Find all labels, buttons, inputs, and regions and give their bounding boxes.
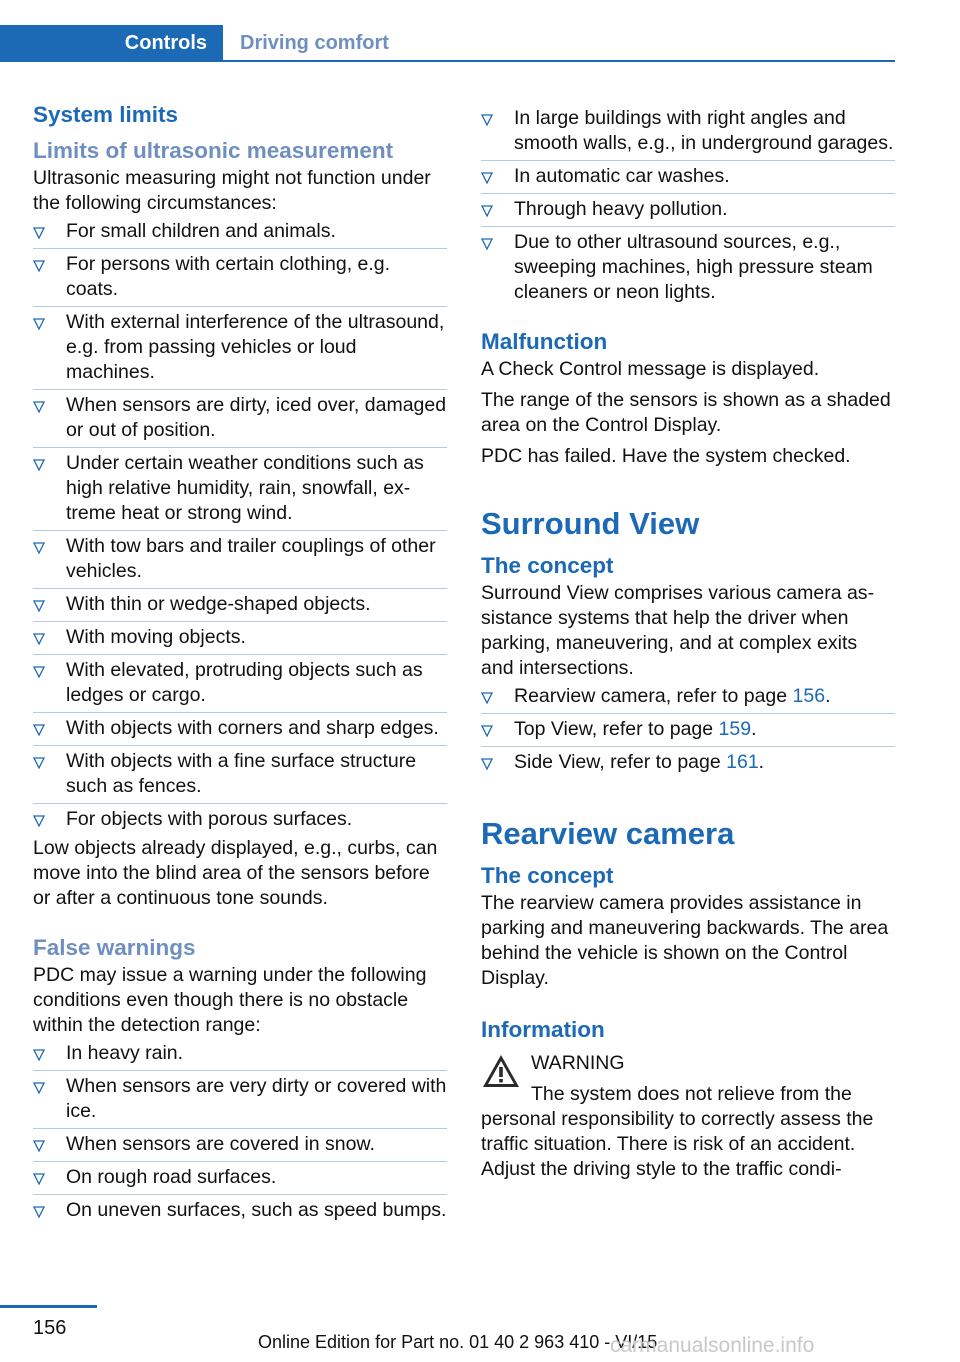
list-item: When sensors are covered in snow. — [33, 1129, 447, 1162]
list-item: In heavy rain. — [33, 1038, 447, 1071]
left-column — [33, 100, 447, 1227]
ultrasonic-intro: Ultrasonic measuring might not function under the following circumstances: — [33, 167, 431, 214]
list-item: For objects with porous surfaces. — [33, 804, 447, 836]
triangle-bullet-icon — [33, 633, 45, 645]
triangle-bullet-icon — [33, 227, 45, 239]
warning-triangle-icon — [481, 1053, 521, 1089]
triangle-bullet-icon — [481, 758, 493, 770]
heading-surround-view: Surround View — [481, 506, 700, 541]
triangle-bullet-icon — [33, 666, 45, 678]
malfunction-text-3: PDC has failed. Have the system checked. — [481, 445, 851, 467]
list-item: For persons with certain clothing, e.g. coats. — [33, 249, 447, 307]
triangle-bullet-icon — [33, 1140, 45, 1152]
triangle-bullet-icon — [481, 238, 493, 250]
heading-system-limits: System limits — [33, 102, 179, 127]
triangle-bullet-icon — [33, 542, 45, 554]
heading-malfunction: Malfunction — [481, 329, 608, 354]
ultrasonic-limits-list — [33, 216, 447, 836]
list-item: In automatic car washes. — [481, 161, 895, 194]
heading-false-warnings: False warnings — [33, 935, 196, 960]
header-chapter: Controls — [124, 32, 207, 54]
triangle-bullet-icon — [33, 1082, 45, 1094]
false-warnings-intro: PDC may issue a warning under the following conditions even though there is no obstacle within the detection range: — [33, 964, 427, 1036]
list-item: Top View, refer to page 159. — [481, 714, 895, 747]
heading-information: Information — [481, 1017, 605, 1042]
heading-surround-concept: The concept — [481, 553, 614, 578]
page-link-161[interactable]: 161 — [726, 751, 759, 773]
header-section: Driving comfort — [240, 32, 389, 54]
triangle-bullet-icon — [33, 600, 45, 612]
right-column — [481, 103, 895, 1182]
list-item: With external interference of the ultrasound, e.g. from passing vehicles or loud machines. — [33, 307, 447, 390]
malfunction-text-2: The range of the sensors is shown as a shaded area on the Control Display. — [481, 389, 891, 436]
header-rule — [223, 60, 895, 62]
rearview-intro: The rearview camera provides assistance in parking and maneuvering backwards. The area behind the vehicle is shown on the Control Display. — [481, 892, 889, 989]
triangle-bullet-icon — [481, 172, 493, 184]
surround-view-list — [481, 681, 895, 779]
list-item: When sensors are dirty, iced over, damaged or out of position. — [33, 390, 447, 448]
list-item: With thin or wedge-shaped objects. — [33, 589, 447, 622]
heading-ultrasonic-limits: Limits of ultrasonic measurement — [33, 138, 394, 163]
surround-intro: Surround View comprises various camera assistance systems that help the driver when parking, maneuvering, and at complex exits and intersections. — [481, 582, 875, 679]
warning-block — [481, 1051, 895, 1182]
triangle-bullet-icon — [33, 1173, 45, 1185]
low-objects-note: Low objects already displayed, e.g., curbs, can move into the blind area of the sensors before or after a continuous tone sounds. — [33, 837, 438, 909]
warning-text: personal responsibility to correctly assess the traffic situation. There is risk of an accident. Adjust the driving style to the traffic condi- — [481, 1108, 874, 1180]
page-number: 156 — [33, 1317, 67, 1339]
list-item: With objects with a fine surface structure such as fences. — [33, 746, 447, 804]
triangle-bullet-icon — [481, 725, 493, 737]
triangle-bullet-icon — [33, 459, 45, 471]
list-item: For small children and animals. — [33, 216, 447, 249]
list-item: When sensors are very dirty or covered with ice. — [33, 1071, 447, 1129]
triangle-bullet-icon — [33, 1049, 45, 1061]
false-warnings-list — [33, 1038, 447, 1227]
list-item: Under certain weather conditions such as high relative humidity, rain, snowfall, extreme heat or strong wind. — [33, 448, 447, 531]
false-warnings-list-continued — [481, 103, 895, 309]
page-link-159[interactable]: 159 — [718, 718, 752, 740]
triangle-bullet-icon — [33, 401, 45, 413]
watermark: carmanualsonline.info — [610, 1334, 815, 1357]
triangle-bullet-icon — [33, 260, 45, 272]
warning-text-first-line: The system does not relieve from the — [531, 1083, 852, 1105]
list-item: With objects with corners and sharp edges. — [33, 713, 447, 746]
page-link-156[interactable]: 156 — [792, 685, 826, 707]
edition-info: Online Edition for Part no. 01 40 2 963 410 - VI/15 — [258, 1332, 658, 1352]
list-item: Through heavy pollution. — [481, 194, 895, 227]
list-item: With moving objects. — [33, 622, 447, 655]
malfunction-text-1: A Check Control message is displayed. — [481, 358, 820, 380]
list-item: With tow bars and trailer couplings of other vehicles. — [33, 531, 447, 589]
list-item: On uneven surfaces, such as speed bumps. — [33, 1195, 447, 1227]
list-item: With elevated, protruding objects such as ledges or cargo. — [33, 655, 447, 713]
heading-rearview-camera: Rearview camera — [481, 816, 735, 851]
list-item: Rearview camera, refer to page 156. — [481, 681, 895, 714]
triangle-bullet-icon — [33, 318, 45, 330]
triangle-bullet-icon — [33, 757, 45, 769]
triangle-bullet-icon — [33, 1206, 45, 1218]
triangle-bullet-icon — [481, 692, 493, 704]
list-item: Due to other ultrasound sources, e.g., sweeping machines, high pressure steam cleaners or neon lights. — [481, 227, 895, 309]
warning-label: WARNING — [531, 1052, 625, 1074]
list-item: In large buildings with right angles and smooth walls, e.g., in underground garages. — [481, 103, 895, 161]
triangle-bullet-icon — [33, 724, 45, 736]
heading-rearview-concept: The concept — [481, 863, 614, 888]
triangle-bullet-icon — [481, 114, 493, 126]
list-item: Side View, refer to page 161. — [481, 747, 895, 779]
triangle-bullet-icon — [33, 815, 45, 827]
triangle-bullet-icon — [481, 205, 493, 217]
footer-rule — [0, 1305, 97, 1308]
list-item: On rough road surfaces. — [33, 1162, 447, 1195]
